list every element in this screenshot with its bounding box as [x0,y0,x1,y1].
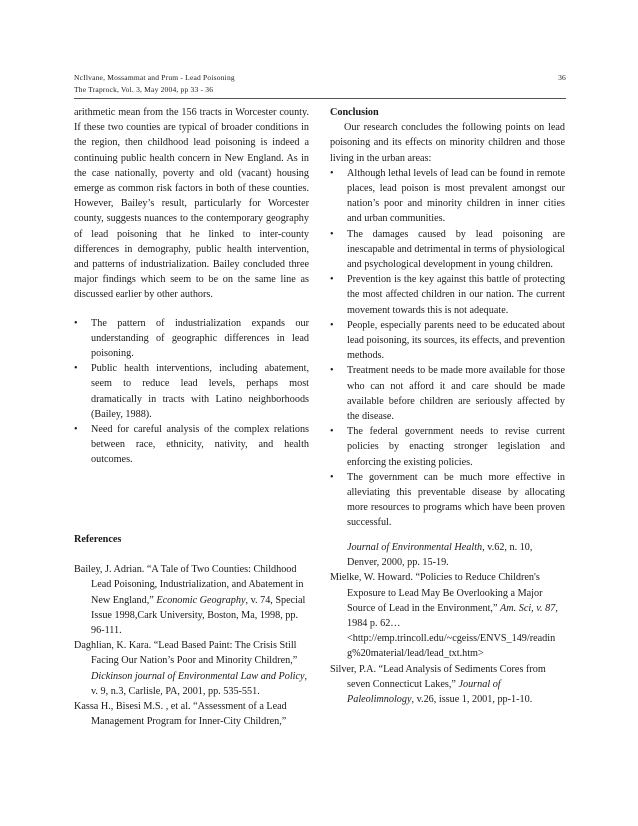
list-item: • The federal government needs to revise current policies by enacting stronger legislation and enforcing the existing policies. [330,426,565,468]
list-item: • The pattern of industrialization expands our understanding of geographic differences in lead poisoning. [74,317,309,360]
left-column [74,105,309,468]
bullet-icon: • [330,167,334,179]
bullet-icon: • [330,228,334,240]
bullet-icon: • [330,471,334,483]
references-continued [330,540,565,707]
header-rule [74,98,566,99]
list-item: • Prevention is the key against this battle of protecting the most affected children in our nation. The current movement towards this is not adequate. [330,274,565,316]
running-header [74,72,566,96]
bullet-icon: • [330,365,334,377]
list-item: • Public health interventions, including abatement, seem to reduce lead levels, perhaps most dramatically in tracts with Latino neighborhoods (Bailey, 1988). [74,363,309,420]
references-section [74,532,309,729]
bullet-icon: • [74,363,78,375]
body-paragraph: arithmetic mean from the 156 tracts in Worcester county. If these two counties are typical of broader conditions in the region, then childhood lead poisoning is indeed a continuing public health concern in New England. As in the case nationally, poverty and old (vacant) housing emerge as common risk factors in both of these counties. However, Bailey’s result, particularly for Worcester county, suggests nuances to the contemporary geography of lead poisoning that he linked to inter-county differences in demography, public health intervention, and patterns of industrialization. Bailey concluded three major findings which seem to be on the same line as discussed earlier by other authors. [74,107,309,301]
bullet-icon: • [330,426,334,438]
conclusion-heading: Conclusion [330,107,379,118]
conclusion-section [330,105,565,531]
findings-list [74,316,309,468]
list-item: • The government can be much more effective in alleviating this preventable disease by allocating more resources to programs which have been proven successful. [330,471,565,529]
reference-entry: Daghlian, K. Kara. “Lead Based Paint: The Crisis Still Facing Our Nation’s Poor and Minority Children,” Dickinson journal of Environmental Law and Policy, v. 9, n.3, Carlisle, PA, 2001, pp. 535-551. [74,640,308,697]
bullet-icon: • [330,319,334,331]
list-item: • Treatment needs to be made more available for those who can not afford it and care should be made available before children are seriously affected by the disease. [330,365,565,423]
reference-entry-continued: Journal of Environmental Health, v.62, n. 10, Denver, 2000, pp. 15-19. [347,542,533,569]
header-authors: NcIlvane, Mossammat and Prum - Lead Poisoning [74,73,235,82]
page-number: 36 [558,73,566,82]
reference-entry: Bailey, J. Adrian. “A Tale of Two Counties: Childhood Lead Poisoning, Industrialization, and Abatement in New England,” Economic Geography, v. 74, Special Issue 1998,Cark University, Boston, Ma, 1998, pp. 96-111. [74,564,306,637]
reference-entry: Mielke, W. Howard. “Policies to Reduce Children's Exposure to Lead May Be Overlooking a Major Source of Lead in the Environment,” Am. Sci, v. 87, 1984 p. 62… <http://emp.trincoll.edu/~cgeiss/ENVS_149/reading%20material/lead/lead_txt.htm> [330,572,558,660]
reference-entry: Silver, P.A. “Lead Analysis of Sediments Cores from seven Connecticut Lakes,” Journal of Paleolimnology, v.26, issue 1, 2001, pp-1-10. [330,663,546,706]
list-item: • Need for careful analysis of the complex relations between race, ethnicity, nativity, and health outcomes. [74,424,309,466]
list-item: • The damages caused by lead poisoning are inescapable and detrimental in terms of physiological and psychological development in young children. [330,228,565,271]
header-journal: The Traprock, Vol. 3, May 2004, pp 33 - 36 [74,85,214,94]
references-heading: References [74,534,122,545]
conclusion-intro: Our research concludes the following points on lead poisoning and its effects on minority children and those living in the urban areas: [330,122,565,164]
bullet-icon: • [330,274,334,286]
list-item: • People, especially parents need to be educated about lead poisoning, its sources, its effects, and prevention methods. [330,319,565,362]
bullet-icon: • [74,424,78,436]
list-item: • Although lethal levels of lead can be found in remote places, lead poison is most prevalent amongst our nation’s poor and minority children in inner cities and urban communities. [330,167,565,225]
bullet-icon: • [74,317,78,329]
reference-entry: Kassa H., Bisesi M.S. , et al. “Assessment of a Lead Management Program for Inner-City Children,” [74,701,287,728]
conclusion-list [330,166,565,531]
reference-url: <http://emp.trincoll.edu/~cgeiss/ENVS_149/reading%20material/lead/lead_txt.htm> [347,633,556,660]
